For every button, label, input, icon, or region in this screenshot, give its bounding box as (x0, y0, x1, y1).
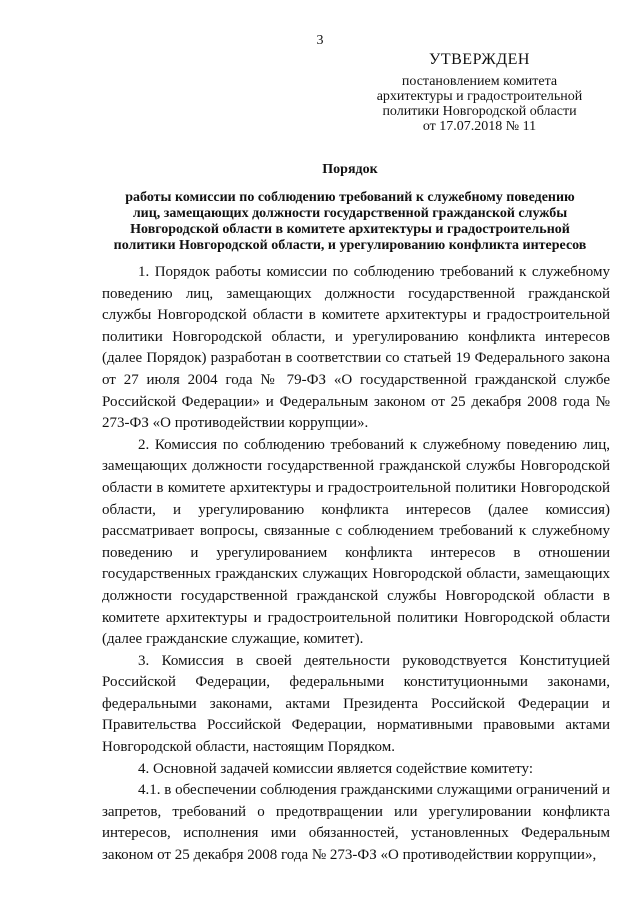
paragraph: 4.1. в обеспечении соблюдения гражданскими служащими ограничений и запретов, требований о предотвращении или урегулировании конфликта интересов, исполнения ими обязанностей, установленных Федеральным законом от 25 декабря 2008 года № 273-ФЗ «О противодействии коррупции», (102, 782, 610, 864)
approval-heading: УТВЕРЖДЕН (429, 51, 530, 68)
approval-line: от 17.07.2018 № 11 (422, 119, 537, 134)
paragraph: 2. Комиссия по соблюдению требований к служебному поведению лиц, замещающих должности государственной гражданской службы Новгородской области в комитете архитектуры и градостроительной политики Новгородской области, и урегулированию конфликта интересов (далее комиссия) рассматривает вопросы, связанные с соблюдением требований к служебному поведению и урегулированием конфликта интересов в отношении государственных гражданских служащих Новгородской области, замещающих должности государственной гражданской службы Новгородской области в комитете архитектуры и градостроительной политики Новгородской области (далее гражданские служащие, комитет). (102, 436, 610, 648)
paragraph: 1. Порядок работы комиссии по соблюдению требований к служебному поведению лиц, замещающих должности государственной гражданской службы Новгородской области в комитете архитектуры и градостроительной политики Новгородской области, и урегулированию конфликта интересов (далее Порядок) разработан в соответствии со статьей 19 Федерального закона от 27 июля 2004 года № 79-ФЗ «О государственной гражданской службе Российской Федерации» и Федеральным законом от 25 декабря 2008 года № 273-ФЗ «О противодействии коррупции». (102, 264, 610, 432)
document-title (60, 162, 640, 254)
page-number: 3 (316, 33, 324, 48)
title-main: Порядок (322, 162, 378, 177)
approval-line: политики Новгородской области (382, 104, 577, 119)
title-line: работы комиссии по соблюдению требований к служебному поведению (125, 190, 575, 205)
approval-stamp (372, 52, 587, 134)
document-body (102, 262, 610, 867)
approval-line: архитектуры и градостроительной (376, 89, 583, 104)
title-line: политики Новгородской области, и урегулированию конфликта интересов (113, 238, 587, 253)
paragraph: 3. Комиссия в своей деятельности руководствуется Конституцией Российской Федерации, федеральными конституционными законами, федеральными законами, актами Президента Российской Федерации и Правительства Российской Федерации, нормативными правовыми актами Новгородской области, настоящим Порядком. (102, 652, 610, 756)
approval-line: постановлением комитета (401, 74, 558, 89)
title-line: лиц, замещающих должности государственной гражданской службы (132, 206, 568, 221)
paragraph: 4. Основной задачей комиссии является содействие комитету: (138, 760, 533, 777)
title-line: Новгородской области в комитете архитектуры и градостроительной (130, 222, 570, 237)
